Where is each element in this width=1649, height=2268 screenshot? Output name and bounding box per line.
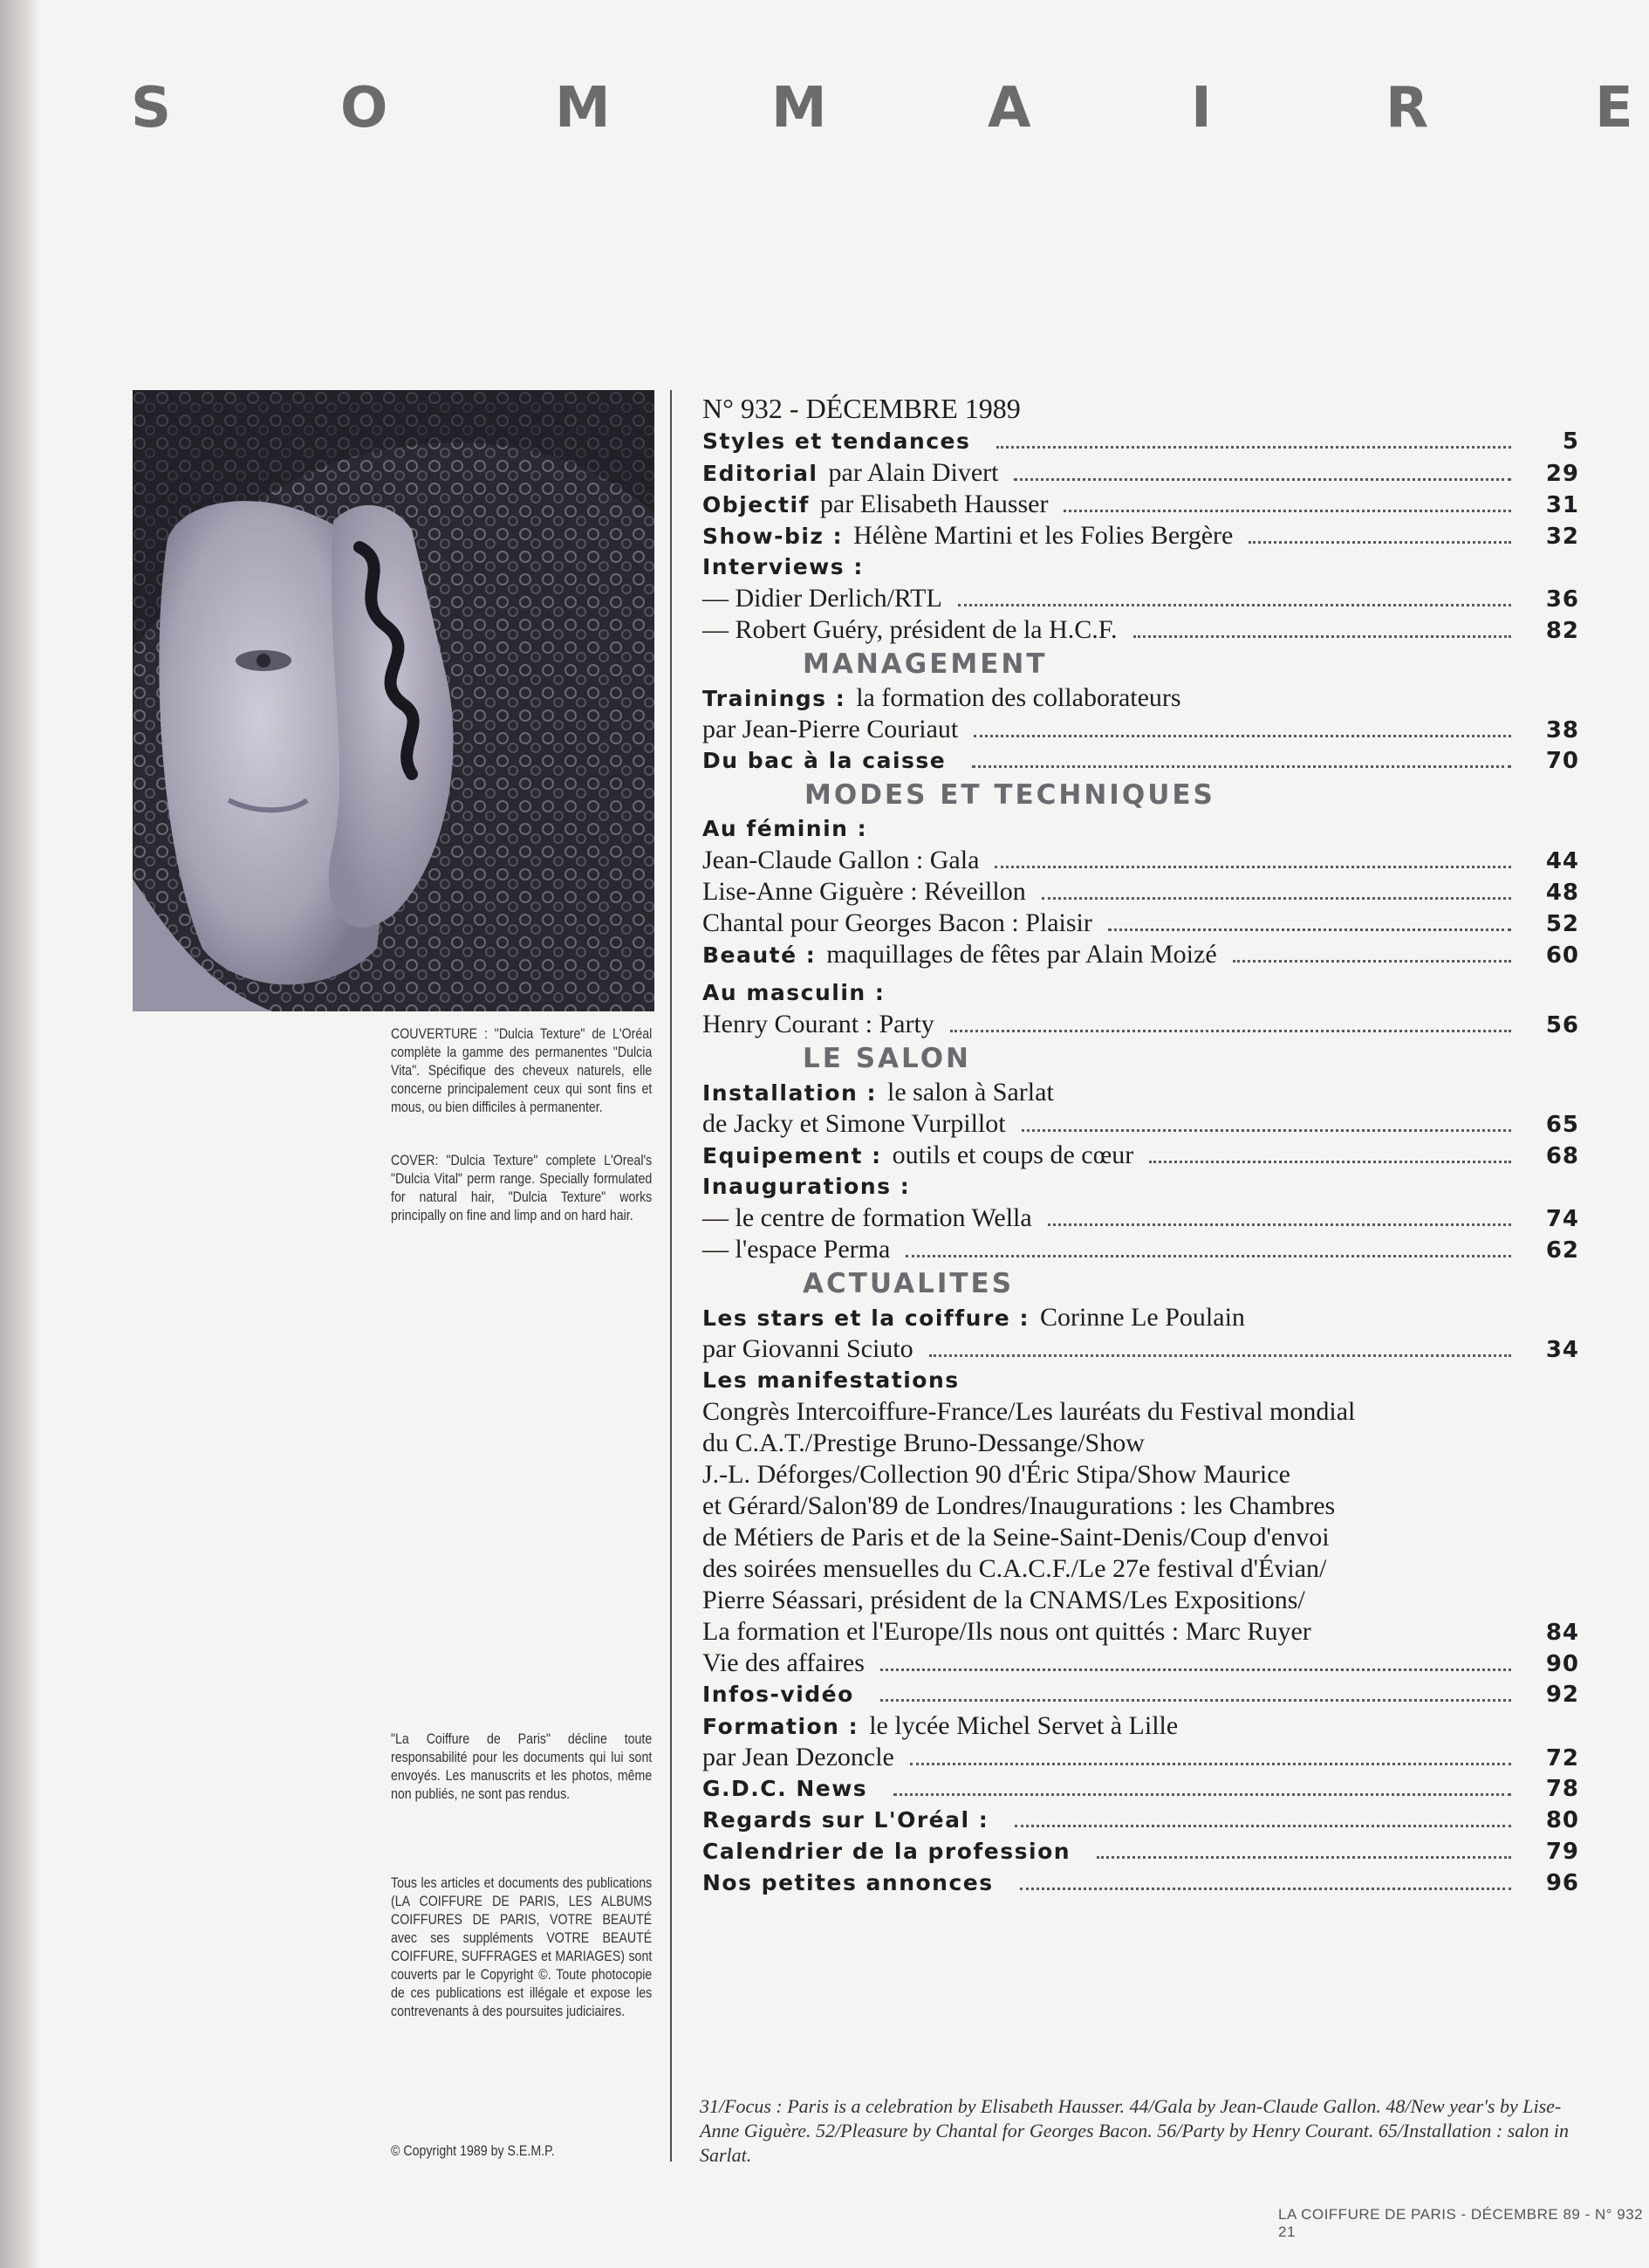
page-number: 72 (1545, 1745, 1579, 1771)
toc-entry-installation-author[interactable] (702, 1108, 1579, 1140)
copyright-line: © Copyright 1989 by S.E.M.P. (391, 2143, 555, 2159)
toc-entry-styles[interactable] (702, 426, 1579, 457)
toc-entry-formation-author[interactable] (702, 1742, 1579, 1773)
dot-leader (1022, 1129, 1511, 1132)
section-heading-actualites: ACTUALITES (803, 1268, 1015, 1299)
manifestations-line: Congrès Intercoiffure-France/Les lauréats du Festival mondial (702, 1397, 1356, 1426)
dot-leader (1020, 1888, 1511, 1890)
toc-text: le salon à Sarlat (887, 1078, 1054, 1107)
dot-leader (1149, 1161, 1511, 1163)
toc-entry-showbiz[interactable] (702, 520, 1579, 552)
manifestations-line: Pierre Séassari, président de la CNAMS/Les Expositions/ (702, 1586, 1305, 1614)
dot-leader (972, 765, 1511, 768)
dot-leader (996, 446, 1511, 449)
toc-label: Les manifestations (702, 1367, 960, 1393)
toc-entry-feminin (702, 813, 1579, 845)
page-footer: LA COIFFURE DE PARIS - DÉCEMBRE 89 - N° 932 21 (1278, 2206, 1644, 2240)
toc-entry-masculin (702, 977, 1579, 1009)
title-letter: R (1386, 76, 1429, 140)
page-number: 62 (1545, 1237, 1579, 1264)
page-number: 79 (1545, 1839, 1579, 1865)
page-number: 5 (1562, 428, 1579, 455)
disclaimer-text: "La Coiffure de Paris" décline toute responsabilité pour les documents qui lui sont envoyés. Les manuscrits et les photos, même non publiés, ne sont pas rendus. (391, 1731, 653, 1802)
toc-text: Corinne Le Poulain (1039, 1303, 1245, 1332)
page-number: 48 (1545, 880, 1579, 906)
section-heading-modes: MODES ET TECHNIQUES (804, 779, 1215, 811)
toc-label: Du bac à la caisse (702, 748, 947, 773)
copyright-notice: Tous les articles et documents des publications (LA COIFFURE DE PARIS, LES ALBUMS COIFFURES DE PARIS, VOTRE BEAUTÉ avec ses suppléments VOTRE BEAUTÉ COIFFURE, SUFFRAGES et MARIAGES) sont couverts par le Copyright ©. Toute photocopie de ces publications est illégale et expose les contrevenants à des poursuites judiciaires. (391, 1875, 653, 2019)
manifestations-line: de Métiers de Paris et de la Seine-Saint-Denis/Coup d'envoi (702, 1523, 1330, 1552)
toc-label: Editorial (702, 461, 818, 486)
toc-entry-formation[interactable] (702, 1710, 1579, 1742)
toc-label: Au masculin : (702, 980, 886, 1005)
page-number: 38 (1545, 717, 1579, 743)
toc-entry-equipement[interactable] (702, 1140, 1579, 1171)
title-letter: A (988, 76, 1031, 140)
toc-entry-trainings[interactable] (702, 682, 1579, 714)
toc-label: Formation : (702, 1714, 859, 1739)
toc-label: Nos petites annonces (702, 1870, 994, 1895)
toc-entry-editorial[interactable] (702, 457, 1579, 489)
toc-text: par Alain Divert (828, 458, 999, 487)
column-divider (670, 390, 672, 2162)
toc-entry-stars[interactable] (702, 1302, 1579, 1333)
manifestations-line: J.-L. Déforges/Collection 90 d'Éric Stipa/Show Maurice (702, 1460, 1290, 1489)
toc-entry-manifestations (702, 1365, 1579, 1396)
toc-text: maquillages de fêtes par Alain Moizé (826, 940, 1217, 969)
cover-photo (133, 390, 654, 1011)
toc-entry-objectif[interactable] (702, 489, 1579, 520)
dot-leader (1133, 635, 1511, 638)
toc-text: le lycée Michel Servet à Lille (869, 1711, 1179, 1740)
page-spine-shadow (0, 0, 40, 2268)
page-number: 74 (1545, 1206, 1579, 1232)
title-letter: M (555, 76, 611, 140)
toc-entry-beaute[interactable] (702, 939, 1579, 970)
dot-leader (880, 1699, 1511, 1702)
toc-label: Au féminin : (702, 816, 868, 841)
dot-leader (1233, 960, 1511, 963)
toc-entry-stars-author[interactable] (702, 1333, 1579, 1365)
page-number: 60 (1545, 942, 1579, 969)
dot-leader (906, 1255, 1511, 1257)
dot-leader (893, 1793, 1511, 1796)
section-heading-salon: LE SALON (803, 1043, 971, 1074)
toc-text: Henry Courant : Party (702, 1010, 934, 1038)
toc-label: G.D.C. News (702, 1776, 868, 1801)
toc-entry-chantal[interactable] (702, 908, 1579, 939)
toc-entry-interview-guery[interactable] (702, 614, 1579, 646)
toc-entry-vie-affaires[interactable] (702, 1648, 1579, 1679)
toc-text: Vie des affaires (702, 1648, 865, 1677)
toc-text: — le centre de formation Wella (702, 1203, 1032, 1232)
dot-leader (974, 735, 1511, 737)
manifestations-line: du C.A.T./Prestige Bruno-Dessange/Show (702, 1429, 1145, 1457)
toc-entry-installation[interactable] (702, 1077, 1579, 1108)
dot-leader (995, 866, 1511, 868)
toc-text: par Giovanni Sciuto (702, 1334, 913, 1363)
toc-label: Calendrier de la profession (702, 1839, 1071, 1864)
toc-entry-wella[interactable] (702, 1203, 1579, 1234)
dot-leader (910, 1763, 1511, 1765)
dot-leader (1249, 541, 1511, 544)
toc-text: par Jean-Pierre Couriaut (702, 715, 959, 743)
page-number: 70 (1545, 748, 1579, 774)
page-number: 65 (1545, 1112, 1579, 1138)
dot-leader (1042, 897, 1511, 900)
toc-text: — Didier Derlich/RTL (702, 584, 942, 613)
page-number: 34 (1545, 1337, 1579, 1363)
toc-entry-calendrier[interactable] (702, 1836, 1579, 1867)
title-letter: S (131, 76, 172, 140)
toc-text: Lise-Anne Giguère : Réveillon (702, 877, 1026, 906)
dot-leader (1097, 1856, 1511, 1859)
page-number: 84 (1545, 1620, 1579, 1646)
page-number: 78 (1545, 1776, 1579, 1802)
toc-text: outils et coups de cœur (892, 1141, 1134, 1169)
toc-entry-interview-derlich[interactable] (702, 583, 1579, 614)
toc-entry-inaugurations (702, 1171, 1579, 1203)
toc-entry-interviews (702, 552, 1579, 583)
dot-leader (958, 604, 1511, 606)
page-number: 96 (1545, 1870, 1579, 1896)
toc-entry-trainings-author[interactable] (702, 714, 1579, 745)
page-number: 56 (1545, 1012, 1579, 1038)
toc-entry-infos-video[interactable] (702, 1679, 1579, 1710)
page-number: 82 (1545, 618, 1579, 644)
page-number: 90 (1545, 1651, 1579, 1677)
issue-number: N° 932 - DÉCEMBRE 1989 (702, 393, 1021, 424)
toc-label: Installation : (702, 1080, 878, 1106)
page-number: 36 (1545, 586, 1579, 613)
toc-label: Les stars et la coiffure : (702, 1305, 1030, 1331)
toc-entry-gallon[interactable] (702, 845, 1579, 876)
page-number: 92 (1545, 1682, 1579, 1708)
title-letter: M (771, 76, 827, 140)
toc-text: La formation et l'Europe/Ils nous ont quittés : Marc Ruyer (702, 1617, 1311, 1646)
title-letter: I (1191, 76, 1212, 140)
toc-label: Show-biz : (702, 524, 844, 549)
toc-label: Styles et tendances (702, 428, 971, 454)
english-summary: 31/Focus : Paris is a celebration by Elisabeth Hausser. 44/Gala by Jean-Claude Gallon. 48/New year's by Lise-Anne Giguère. 52/Pleasure by Chantal for Georges Bacon. 56/Party by Henry Courant. 65/Installation : salon in Sarlat. (700, 2095, 1569, 2166)
page-number: 44 (1545, 848, 1579, 874)
toc-label: Trainings : (702, 686, 846, 711)
toc-entry-annonces[interactable] (702, 1867, 1579, 1899)
manifestations-line: des soirées mensuelles du C.A.C.F./Le 27e festival d'Évian/ (702, 1554, 1327, 1583)
cover-caption-en: COVER: "Dulcia Texture" complete L'Oreal's "Dulcia Vital" perm range. Specially formulated for natural hair, "Dulcia Texture" works principally on fine and limp and on hard hair. (391, 1153, 653, 1223)
dot-leader (929, 1354, 1511, 1357)
toc-label: Inaugurations : (702, 1174, 911, 1199)
toc-label: Beauté : (702, 942, 817, 968)
toc-label: Interviews : (702, 554, 864, 579)
dot-leader (1108, 928, 1511, 931)
toc-label: Equipement : (702, 1143, 882, 1168)
toc-text: par Elisabeth Hausser (819, 490, 1049, 518)
dot-leader (880, 1668, 1511, 1671)
toc-entry-giguere[interactable] (702, 876, 1579, 908)
dot-leader (1014, 478, 1511, 481)
page-number: 31 (1545, 492, 1579, 518)
dot-leader (1048, 1223, 1511, 1226)
toc-text: Jean-Claude Gallon : Gala (702, 846, 980, 874)
page-number: 29 (1545, 461, 1579, 487)
toc-text: — l'espace Perma (702, 1235, 891, 1264)
toc-entry-manifestations-last[interactable] (702, 1616, 1579, 1648)
page-number: 68 (1545, 1143, 1579, 1169)
title-letter: O (340, 76, 388, 140)
manifestations-line: et Gérard/Salon'89 de Londres/Inaugurations : les Chambres (702, 1491, 1336, 1520)
toc-entry-bac[interactable] (702, 745, 1579, 777)
page-number: 52 (1545, 911, 1579, 937)
dot-leader (1015, 1825, 1511, 1827)
dot-leader (1064, 510, 1511, 512)
toc-text: Hélène Martini et les Folies Bergère (853, 521, 1234, 550)
toc-text: par Jean Dezoncle (702, 1743, 894, 1771)
table-of-contents (702, 391, 1579, 1899)
toc-text: de Jacky et Simone Vurpillot (702, 1109, 1006, 1138)
toc-text: — Robert Guéry, président de la H.C.F. (702, 615, 1118, 644)
toc-text: Chantal pour Georges Bacon : Plaisir (702, 908, 1092, 937)
cover-caption-fr: COUVERTURE : "Dulcia Texture" de L'Oréal complète la gamme des permanentes "Dulcia Vita". Spécifique des cheveux naturels, elle concerne principalement ceux qui sont fins et mous, ou bien difficiles à permanenter. (391, 1026, 653, 1115)
spacer (702, 970, 1579, 977)
toc-label: Objectif (702, 492, 810, 517)
toc-entry-courant[interactable] (702, 1009, 1579, 1040)
page-number: 80 (1545, 1807, 1579, 1833)
title-letter: E (1595, 76, 1633, 140)
toc-label: Regards sur L'Oréal : (702, 1807, 989, 1833)
toc-entry-regards[interactable] (702, 1805, 1579, 1836)
dot-leader (950, 1030, 1511, 1032)
toc-text: la formation des collaborateurs (856, 683, 1181, 712)
toc-entry-gdc-news[interactable] (702, 1773, 1579, 1805)
section-heading-management: MANAGEMENT (803, 648, 1048, 680)
toc-label: Infos-vidéo (702, 1682, 854, 1707)
page-number: 32 (1545, 524, 1579, 550)
toc-entry-perma[interactable] (702, 1234, 1579, 1265)
